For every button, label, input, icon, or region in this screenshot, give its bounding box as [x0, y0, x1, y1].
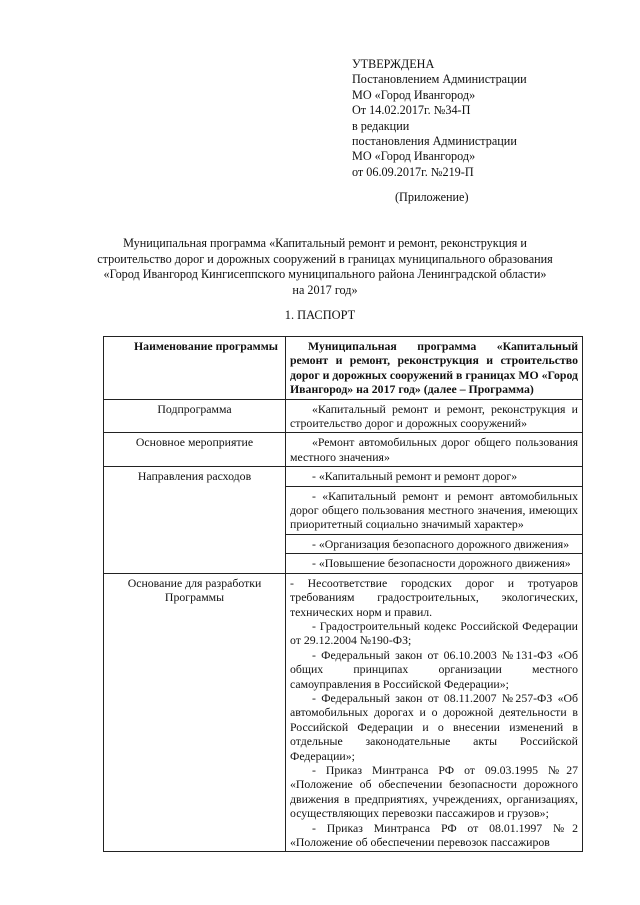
expense-item: - «Организация безопасного дорожного движения»	[286, 534, 583, 553]
title-line: строительство дорог и дорожных сооружений в границах муниципального образования	[97, 251, 553, 266]
row-label-program-name: Наименование программы	[104, 337, 286, 400]
expense-item: - «Капитальный ремонт и ремонт автомобильных дорог общего пользования местного значения, имеющих приоритетный социально значимый характер»	[286, 486, 583, 534]
basis-item: - Приказ Минтранса РФ от 09.03.1995 №27 «Положение об обеспечении безопасности дорожного движения в предприятиях, учреждениях, организациях, осуществляющих перевозки пассажиров и грузов»;	[290, 762, 578, 821]
title-line: на 2017 год»	[292, 282, 358, 297]
row-label-main-event: Основное мероприятие	[104, 433, 286, 467]
appendix-label: (Приложение)	[395, 190, 469, 204]
section-heading: 1. ПАСПОРТ	[284, 308, 356, 322]
row-value-program-name: Муниципальная программа «Капитальный ремонт и ремонт, реконструкция и строительство дорог и дорожных сооружений в границах МО «Город Ивангород» на 2017 год» (далее – Программа)	[286, 337, 583, 400]
row-value-main-event: «Ремонт автомобильных дорог общего пользования местного значения»	[286, 433, 583, 467]
document-title	[80, 236, 570, 298]
table-row	[104, 467, 583, 486]
approval-line: от 06.09.2017г. №219-П	[352, 164, 474, 179]
approval-line: Постановлением Администрации	[352, 72, 527, 87]
table-row	[104, 573, 583, 852]
approval-stamp	[352, 57, 527, 180]
basis-item: - Несоответствие городских дорог и тротуаров требованиям градостроительных, экологических, технических норм и правил.	[290, 575, 578, 619]
row-label-expenses: Направления расходов	[104, 467, 286, 573]
expense-item: - «Капитальный ремонт и ремонт дорог»	[286, 467, 583, 486]
expense-item: - «Повышение безопасности дорожного движения»	[286, 554, 583, 573]
approval-line: в редакции	[352, 118, 410, 133]
approval-line: МО «Город Ивангород»	[352, 87, 476, 102]
table-row	[104, 433, 583, 467]
row-value-subprogram: «Капитальный ремонт и ремонт, реконструкция и строительство дорог и дорожных сооружений»	[286, 399, 583, 433]
approval-line: УТВЕРЖДЕНА	[352, 57, 435, 71]
basis-item: - Градостроительный кодекс Российской Федерации от 29.12.2004 №190-ФЗ;	[290, 618, 578, 648]
basis-item: - Федеральный закон от 06.10.2003 №131-ФЗ «Об общих принципах организации местного самоуправления в Российской Федерации»;	[290, 647, 578, 691]
table-row	[104, 337, 583, 400]
table-row	[104, 399, 583, 433]
row-value-basis	[286, 573, 583, 852]
approval-line: МО «Город Ивангород»	[352, 149, 476, 164]
basis-item: - Приказ Минтранса РФ от 08.01.1997 №2 «Положение об обеспечении перевозок пассажиров	[290, 820, 578, 849]
basis-item: - Федеральный закон от 08.11.2007 №257-ФЗ «Об автомобильных дорогах и о дорожной деятельности в Российской Федерации и о внесении изменений в отдельные законодательные акты Российской Федерации»;	[290, 690, 578, 763]
title-line: «Город Ивангород Кингисеппского муниципального района Ленинградской области»	[103, 267, 547, 282]
approval-line: От 14.02.2017г. №34-П	[352, 103, 471, 118]
approval-line: постановления Администрации	[352, 134, 517, 149]
row-label-basis: Основание для разработки Программы	[104, 573, 286, 852]
row-label-subprogram: Подпрограмма	[104, 399, 286, 433]
title-line: Муниципальная программа «Капитальный ремонт и ремонт, реконструкция и	[123, 236, 527, 250]
passport-table	[103, 336, 583, 852]
